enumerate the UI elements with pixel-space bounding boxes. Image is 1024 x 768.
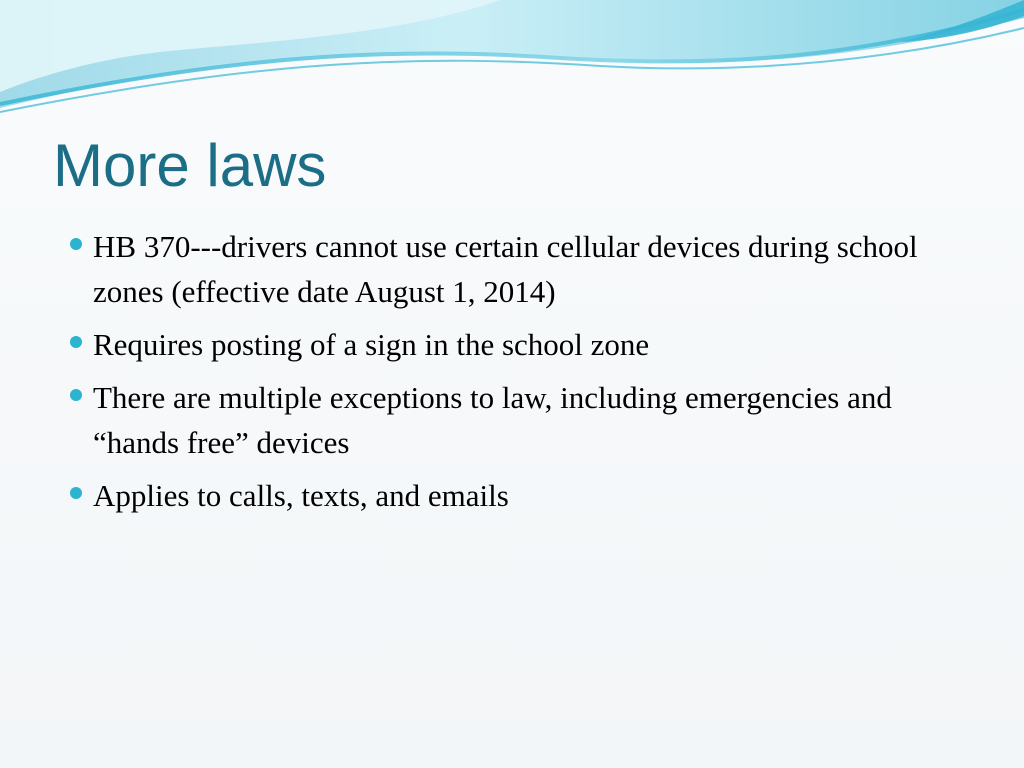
bullet-text: HB 370---drivers cannot use certain cellular devices during school zones (effective date August 1, 2014) [93,229,918,309]
bullet-item [70,224,970,314]
header-wave-decoration [0,0,1024,130]
bullet-item [70,322,970,367]
bullet-dot-icon [70,389,82,401]
bullet-text: There are multiple exceptions to law, including emergencies and “hands free” devices [93,380,892,460]
bullet-item [70,473,970,518]
bullet-text: Applies to calls, texts, and emails [93,478,509,513]
slide-title: More laws [53,132,327,199]
bullet-dot-icon [70,238,82,250]
bullet-list [70,224,970,526]
bullet-item [70,375,970,465]
bullet-dot-icon [70,487,82,499]
bullet-text: Requires posting of a sign in the school zone [93,327,650,362]
bullet-dot-icon [70,336,82,348]
